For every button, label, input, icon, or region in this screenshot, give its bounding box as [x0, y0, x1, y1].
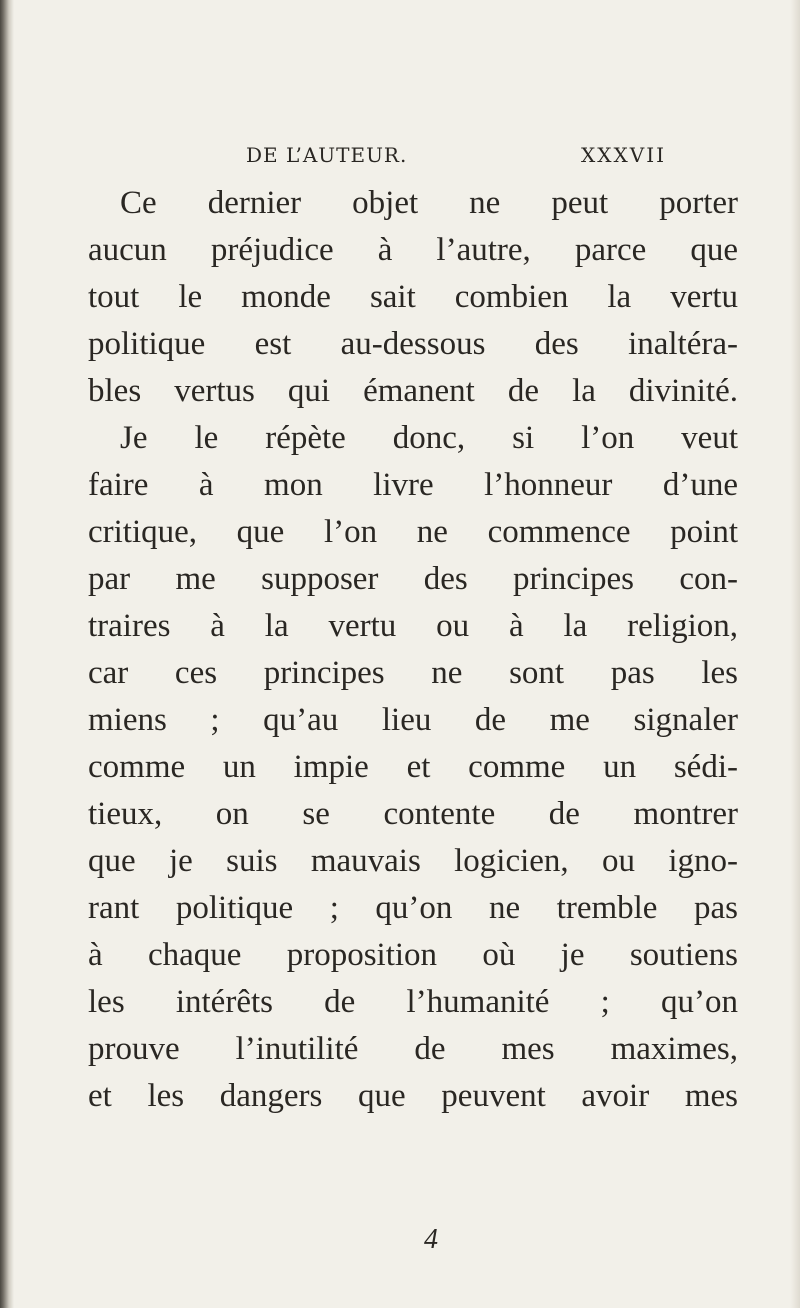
text-line: à chaque proposition où je soutiens [88, 937, 738, 973]
page-binding-edge [0, 0, 14, 1308]
text-line: prouve l’inutilité de mes maximes, [88, 1031, 738, 1067]
running-head [246, 143, 666, 173]
text-line: miens ; qu’au lieu de me signaler [88, 702, 738, 738]
text-line: rant politique ; qu’on ne tremble pas [88, 890, 738, 926]
body-text [88, 180, 738, 1120]
text-line: bles vertus qui émanent de la divinité. [88, 373, 738, 409]
text-line: Je le répète donc, si l’on veut [120, 420, 738, 456]
page-outer-edge [790, 0, 800, 1308]
text-line: Ce dernier objet ne peut porter [120, 185, 738, 221]
text-line: tieux, on se contente de montrer [88, 796, 738, 832]
signature-mark: 4 [424, 1224, 438, 1255]
text-line: comme un impie et comme un sédi- [88, 749, 738, 785]
text-line: traires à la vertu ou à la religion, [88, 608, 738, 644]
text-line: faire à mon livre l’honneur d’une [88, 467, 738, 503]
text-line: et les dangers que peuvent avoir mes [88, 1078, 738, 1114]
page-number: XXXVII [581, 143, 666, 167]
text-line: critique, que l’on ne commence point [88, 514, 738, 550]
text-line: par me supposer des principes con- [88, 561, 738, 597]
text-line: les intérêts de l’humanité ; qu’on [88, 984, 738, 1020]
text-line: que je suis mauvais logicien, ou igno- [88, 843, 738, 879]
text-line: tout le monde sait combien la vertu [88, 279, 738, 315]
text-line: politique est au-dessous des inaltéra- [88, 326, 738, 362]
text-line: aucun préjudice à l’autre, parce que [88, 232, 738, 268]
running-head-title: DE L’AUTEUR. [246, 143, 408, 167]
text-line: car ces principes ne sont pas les [88, 655, 738, 691]
